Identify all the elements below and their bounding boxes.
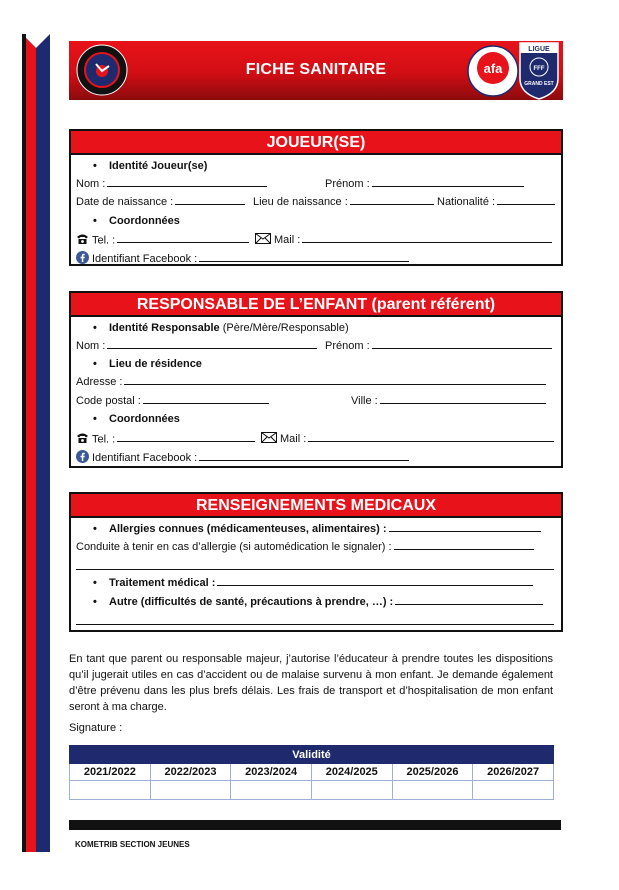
section-responsable-title: RESPONSABLE DE L’ENFANT (parent référent) bbox=[71, 293, 561, 317]
left-decorative-band bbox=[22, 34, 50, 852]
validity-year: 2025/2026 bbox=[392, 764, 473, 781]
responsable-prenom-field[interactable]: Prénom : bbox=[325, 340, 552, 352]
validity-check-cell[interactable] bbox=[231, 781, 312, 800]
joueur-prenom-field[interactable]: Prénom : bbox=[325, 178, 524, 190]
signature-label: Signature : bbox=[69, 722, 123, 734]
identite-responsable-detail: (Père/Mère/Responsable) bbox=[222, 322, 349, 334]
facebook-icon bbox=[76, 251, 89, 267]
validity-check-cell[interactable] bbox=[473, 781, 554, 800]
validity-table bbox=[69, 745, 554, 800]
phone-icon bbox=[76, 432, 89, 447]
validity-year: 2022/2023 bbox=[150, 764, 231, 781]
section-responsable bbox=[69, 291, 563, 468]
footer-text: KOMETRIB SECTION JEUNES bbox=[75, 840, 190, 849]
responsable-tel-field[interactable]: Tel. : bbox=[76, 432, 255, 447]
responsable-mail-field[interactable]: Mail : bbox=[261, 432, 554, 446]
section-joueur bbox=[69, 129, 563, 266]
joueur-lieu-naissance-field[interactable]: Lieu de naissance : bbox=[253, 196, 434, 208]
joueur-date-naissance-field[interactable]: Date de naissance : bbox=[76, 196, 245, 208]
responsable-ville-field[interactable]: Ville : bbox=[351, 395, 546, 407]
section-joueur-title: JOUEUR(SE) bbox=[71, 131, 561, 155]
validity-check-cell[interactable] bbox=[70, 781, 151, 800]
authorization-text: En tant que parent ou responsable majeur, j’autorise l’éducateur à prendre toutes les dispositions qu’il jugerait utiles en cas d’accident ou de malaise survenu à mon enfant. Je demande également d’être prévenu dans les plus brefs délais. Les frais de transport et d’hospitalisation de mon enfant seront à ma charge. bbox=[69, 653, 553, 713]
autre-field[interactable]: • Autre (difficultés de santé, précautions à prendre, …) : bbox=[93, 596, 543, 608]
conduite-allergie-field[interactable]: Conduite à tenir en cas d’allergie (si automédication le signaler) : bbox=[76, 541, 534, 553]
identite-joueur-heading: • Identité Joueur(se) bbox=[93, 160, 208, 172]
validity-year: 2026/2027 bbox=[473, 764, 554, 781]
joueur-facebook-field[interactable]: Identifiant Facebook : bbox=[76, 251, 409, 267]
afa-logo-text: afa bbox=[483, 61, 503, 76]
responsable-adresse-field[interactable]: Adresse : bbox=[76, 376, 546, 388]
ligue-grand-est-logo bbox=[517, 41, 561, 100]
footer-bar bbox=[69, 820, 561, 830]
validity-year: 2024/2025 bbox=[311, 764, 392, 781]
validity-check-cell[interactable] bbox=[311, 781, 392, 800]
joueur-nom-field[interactable]: Nom : bbox=[76, 178, 267, 190]
section-medical bbox=[69, 492, 563, 632]
coordonnees-joueur-heading: • Coordonnées bbox=[93, 215, 180, 227]
facebook-icon bbox=[76, 450, 89, 466]
coordonnees-responsable-heading: • Coordonnées bbox=[93, 413, 180, 425]
traitement-medical-field[interactable]: • Traitement médical : bbox=[93, 577, 533, 589]
identite-responsable-heading: • Identité Responsable (Père/Mère/Responsable) bbox=[93, 322, 349, 334]
joueur-mail-field[interactable]: Mail : bbox=[255, 233, 552, 247]
responsable-nom-field[interactable]: Nom : bbox=[76, 340, 317, 352]
responsable-code-postal-field[interactable]: Code postal : bbox=[76, 395, 269, 407]
joueur-nationalite-field[interactable]: Nationalité : bbox=[437, 196, 555, 208]
header-banner bbox=[69, 41, 563, 100]
envelope-icon bbox=[261, 432, 277, 446]
validity-year: 2021/2022 bbox=[70, 764, 151, 781]
page-title: FICHE SANITAIRE bbox=[245, 61, 387, 78]
section-medical-title: RENSEIGNEMENTS MEDICAUX bbox=[71, 494, 561, 518]
validity-check-cell[interactable] bbox=[150, 781, 231, 800]
validity-year: 2023/2024 bbox=[231, 764, 312, 781]
responsable-facebook-field[interactable]: Identifiant Facebook : bbox=[76, 450, 409, 466]
validity-title: Validité bbox=[70, 746, 554, 764]
conduite-allergie-extra-line[interactable] bbox=[76, 558, 554, 570]
allergies-field[interactable]: • Allergies connues (médicamenteuses, alimentaires) : bbox=[93, 523, 541, 535]
ligue-logo-fff-text: FFF bbox=[533, 66, 545, 72]
lieu-residence-heading: • Lieu de résidence bbox=[93, 358, 202, 370]
ligue-logo-top-text: LIGUE bbox=[528, 46, 550, 53]
autre-extra-line[interactable] bbox=[76, 613, 554, 625]
joueur-tel-field[interactable]: Tel. : bbox=[76, 233, 249, 248]
afa-logo bbox=[467, 45, 519, 97]
validity-check-cell[interactable] bbox=[392, 781, 473, 800]
phone-icon bbox=[76, 233, 89, 248]
envelope-icon bbox=[255, 233, 271, 247]
ligue-logo-bottom-text: GRAND EST bbox=[524, 81, 554, 87]
